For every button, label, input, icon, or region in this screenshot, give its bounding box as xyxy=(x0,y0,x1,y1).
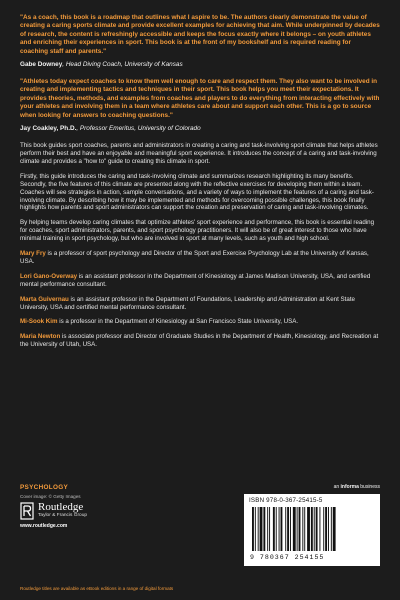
barcode-bar xyxy=(293,507,296,551)
barcode-bar xyxy=(311,507,313,551)
routledge-logo-icon xyxy=(20,502,34,520)
endorsement-attribution-2 xyxy=(20,125,380,133)
endorser-name-1: Gabe Downey xyxy=(20,61,63,69)
author-name: Maria Newton xyxy=(20,333,61,341)
barcode-bar xyxy=(316,507,318,551)
publisher-url: www.routledge.com xyxy=(20,523,68,529)
description-paragraph: Firstly, this guide introduces the caring and task-involving climate and summarizes research highlighting its many benefits. Secondly, the five features of this climate are presented along with the reflective exercises for developing them within a team. Coaches will see strategies in action, sample conversations, and a variety of ways to implement the features of a caring and task-involving climate. By describing how it may be implemented and methods for overcoming possible challenges, this book finally highlights how parents and sport administrators can support the creation and preservation of caring and task-involving climates. xyxy=(20,172,374,212)
barcode-bar xyxy=(307,507,310,551)
barcode-bar xyxy=(276,507,277,551)
barcode-bar xyxy=(297,507,298,551)
barcode-bar xyxy=(331,507,332,551)
author-bio xyxy=(20,333,380,349)
barcode-bar xyxy=(302,507,303,551)
author-bio xyxy=(20,318,380,326)
author-bio xyxy=(20,250,380,266)
author-name: Mary Fry xyxy=(20,250,46,258)
barcode-bar xyxy=(252,507,254,551)
barcode-bar xyxy=(323,507,324,551)
barcode-bar xyxy=(333,507,336,551)
author-name: Mi-Sook Kim xyxy=(20,318,58,326)
description-paragraph: This book guides sport coaches, parents and administrators in creating a caring and task-involving sport climate that helps athletes perform their best and have an enjoyable and meaningful sport experience. It introduces the concept of a caring and task-involving climate and provides a "how to" guide to creating this climate in sport. xyxy=(20,142,378,165)
barcode-bar xyxy=(279,507,280,551)
barcode-bar xyxy=(299,507,301,551)
barcode-bar xyxy=(260,507,263,551)
barcode-bar xyxy=(263,507,265,551)
barcode-bar xyxy=(328,507,329,551)
barcode-bar xyxy=(269,507,270,551)
endorser-role-1: , Head Diving Coach, University of Kansas xyxy=(62,61,183,69)
author-bio xyxy=(20,296,380,312)
barcode-bar xyxy=(319,507,320,551)
barcode-number: 9 780367 254155 xyxy=(250,554,325,561)
publisher-group: Taylor & Francis Group xyxy=(38,513,88,518)
cover-image-credit: Cover image: © Getty Images xyxy=(20,494,81,499)
endorser-name-2: Jay Coakley, Ph.D. xyxy=(20,125,77,133)
publisher-wordmark xyxy=(38,502,87,519)
barcode-panel xyxy=(244,494,380,566)
author-bio-text: is an assistant professor in the Department of Kinesiology at James Madison University, USA, and certified mental performance consultant. xyxy=(20,272,371,288)
author-name: Marta Guivernau xyxy=(20,295,69,303)
informa-business-tag: an informa business xyxy=(333,484,380,490)
barcode-bar xyxy=(325,507,327,551)
author-bio-text: is a professor of sport psychology and Director of the Sport and Exercise Psychology Lab at the University of Kansas, USA. xyxy=(20,250,369,265)
author-bio-text: is a professor in the Department of Kinesiology at San Francisco State University, USA. xyxy=(57,318,299,326)
barcode-bar xyxy=(281,507,283,551)
barcode-bar xyxy=(285,507,286,551)
author-bio xyxy=(20,273,380,289)
author-name: Lori Gano-Overway xyxy=(20,272,78,280)
barcode xyxy=(250,507,374,553)
description-paragraph: By helping teams develop caring climates that optimize athletes' sport experience and performance, this book is essential reading for coaches, sport administrators, parents, and sport psychology practitioners. It will also be of great interest to those who have minimal training in sport psychology, but who are involved in sport at many levels, such as youth and high school. xyxy=(20,219,375,243)
endorsement-quote-1: "As a coach, this book is a roadmap that outlines what I aspire to be. The authors clearly demonstrate the value of creating a caring sports climate and provide excellent examples for achieving that aim. While underpinned by decades of research, the content is refreshingly accessible and keeps the focus exactly where it belongs – on youth athletes and enriching their experiences in sport. This book is at the front of my bookshelf and is required reading for coaching staff and parents." xyxy=(20,14,380,55)
barcode-bar xyxy=(273,507,275,551)
subject-category: PSYCHOLOGY xyxy=(20,484,69,491)
cover-footer xyxy=(20,484,380,561)
barcode-bar xyxy=(258,507,259,551)
isbn-block xyxy=(244,484,380,566)
author-bio-text: is an assistant professor in the Department of Foundations, Leadership and Administration at Kent State University, USA and certified mental performance consultant. xyxy=(20,295,355,311)
barcode-bar xyxy=(290,507,291,551)
barcode-bar xyxy=(314,507,315,551)
endorsement-attribution-1 xyxy=(20,61,380,69)
isbn-number: ISBN 978-0-367-25415-5 xyxy=(249,497,323,504)
barcode-bar xyxy=(304,507,305,551)
ebook-note: Routledge titles are available as eBook editions in a range of digital formats xyxy=(20,586,174,591)
author-bio-text: is associate professor and Director of Graduate Studies in the Department of Health, Kinesiology, and Recreation at the University of Utah, USA. xyxy=(20,333,379,349)
endorsement-quote-2: "Athletes today expect coaches to know them well enough to care and respect them. They also want to be involved in creating and implementing tactics and techniques in their sport. This book helps you meet their expectations. It provides theories, methods, and examples from coaches and players to do everything from interacting effectively with your athletes and involving them in a team where athletes care about and support each other. This is a go to source when looking for answers to coaching questions." xyxy=(20,78,380,119)
barcode-bar xyxy=(267,507,268,551)
barcode-bar xyxy=(255,507,256,551)
endorser-role-2: , Professor Emeritus, University of Colorado xyxy=(76,125,201,133)
publisher-name: Routledge xyxy=(38,501,84,513)
barcode-bar xyxy=(287,507,289,551)
